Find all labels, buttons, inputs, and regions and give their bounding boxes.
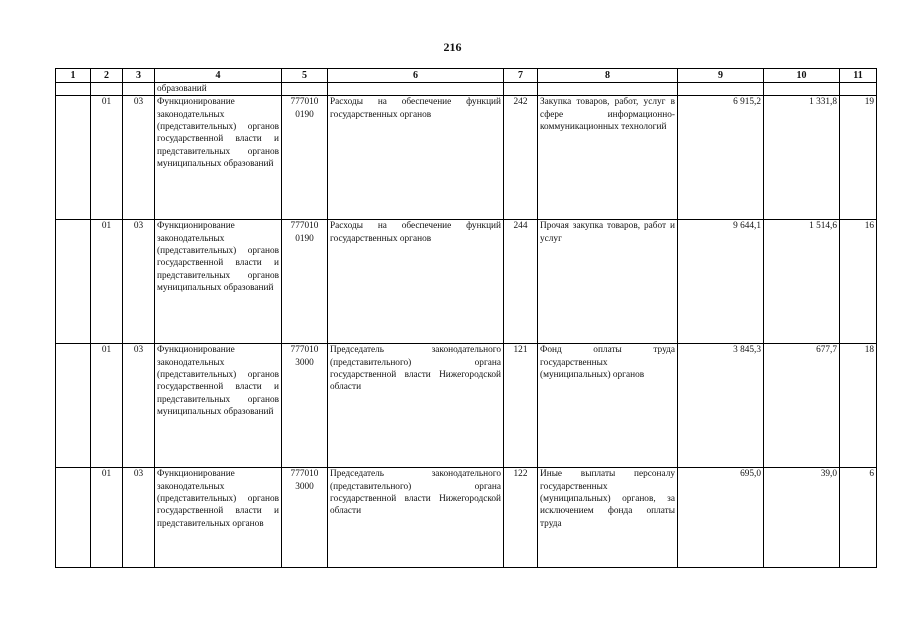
value-col-11: 16 [840,220,877,344]
cell [504,83,538,96]
continuation-text: образований [155,83,282,96]
header-cell: 4 [155,69,282,83]
header-cell: 8 [538,69,678,83]
header-cell: 1 [56,69,91,83]
budget-table [55,68,877,568]
target-article-name: Расходы на обеспечение функций государственных органов [328,220,504,344]
cell [678,83,764,96]
cell [56,83,91,96]
target-article-code: 777010 3000 [282,468,328,568]
amount-col-9: 9 644,1 [678,220,764,344]
expense-type-code: 121 [504,344,538,468]
subsection-name: Функционирование законодательных (представительных) органов государственной власти и представительных органов муниципальных образований [155,344,282,468]
subsection-name: Функционирование законодательных (представительных) органов государственной власти и представительных органов [155,468,282,568]
expense-type-code: 122 [504,468,538,568]
header-cell: 9 [678,69,764,83]
cell [282,83,328,96]
cell [123,83,155,96]
target-article-name: Председатель законодательного (представительного) органа государственной власти Нижегородской области [328,344,504,468]
table-row [56,96,877,220]
header-cell: 10 [764,69,840,83]
amount-col-9: 695,0 [678,468,764,568]
expense-type-name: Фонд оплаты труда государственных (муниципальных) органов [538,344,678,468]
amount-col-10: 1 331,8 [764,96,840,220]
continuation-row [56,83,877,96]
cell [840,83,877,96]
subsection-code: 03 [123,344,155,468]
cell [328,83,504,96]
value-col-11: 18 [840,344,877,468]
header-cell: 7 [504,69,538,83]
target-article-code: 777010 0190 [282,96,328,220]
header-cell: 6 [328,69,504,83]
value-col-11: 19 [840,96,877,220]
subsection-code: 03 [123,96,155,220]
header-cell: 2 [91,69,123,83]
header-cell: 11 [840,69,877,83]
expense-type-code: 242 [504,96,538,220]
header-cell: 5 [282,69,328,83]
amount-col-9: 6 915,2 [678,96,764,220]
amount-col-10: 677,7 [764,344,840,468]
header-cell: 3 [123,69,155,83]
col-1-cell [56,468,91,568]
cell [538,83,678,96]
expense-type-name: Прочая закупка товаров, работ и услуг [538,220,678,344]
header-row [56,69,877,83]
subsection-code: 03 [123,468,155,568]
table-row [56,220,877,344]
amount-col-9: 3 845,3 [678,344,764,468]
section-code: 01 [91,344,123,468]
cell [764,83,840,96]
subsection-code: 03 [123,220,155,344]
col-1-cell [56,344,91,468]
cell [91,83,123,96]
col-1-cell [56,220,91,344]
table-row [56,468,877,568]
amount-col-10: 39,0 [764,468,840,568]
subsection-name: Функционирование законодательных (представительных) органов государственной власти и представительных органов муниципальных образований [155,220,282,344]
subsection-name: Функционирование законодательных (представительных) органов государственной власти и представительных органов муниципальных образований [155,96,282,220]
amount-col-10: 1 514,6 [764,220,840,344]
expense-type-name: Закупка товаров, работ, услуг в сфере информационно-коммуникационных технологий [538,96,678,220]
section-code: 01 [91,220,123,344]
page-number: 216 [443,40,462,54]
value-col-11: 6 [840,468,877,568]
table-row [56,344,877,468]
section-code: 01 [91,468,123,568]
section-code: 01 [91,96,123,220]
target-article-code: 777010 0190 [282,220,328,344]
col-1-cell [56,96,91,220]
target-article-name: Председатель законодательного (представительного) органа государственной власти Нижегородской области [328,468,504,568]
target-article-name: Расходы на обеспечение функций государственных органов [328,96,504,220]
expense-type-name: Иные выплаты персоналу государственных (муниципальных) органов, за исключением фонда оплаты труда [538,468,678,568]
target-article-code: 777010 3000 [282,344,328,468]
expense-type-code: 244 [504,220,538,344]
